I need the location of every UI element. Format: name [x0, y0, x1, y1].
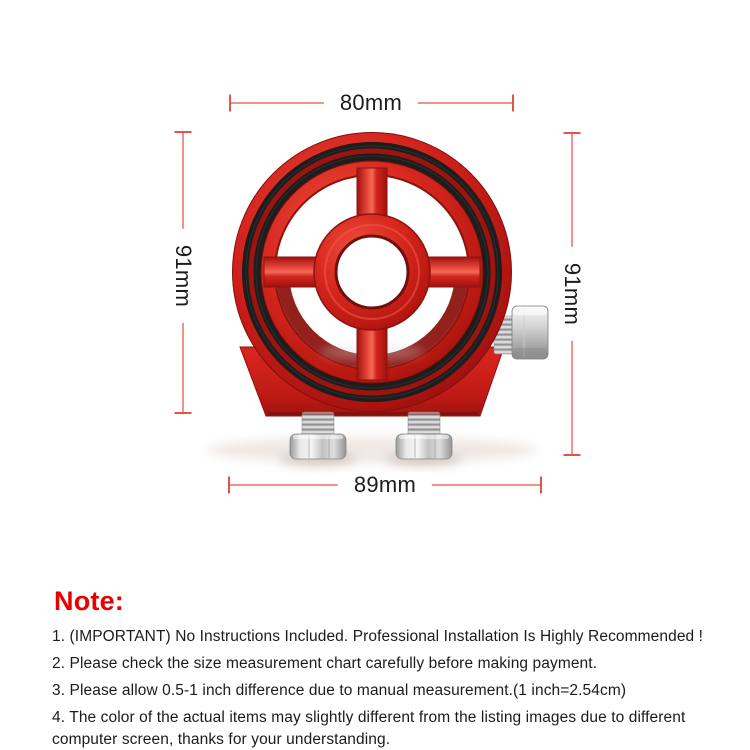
dimension-label-right: 91mm [559, 247, 585, 341]
ground-shadow [207, 437, 537, 466]
adapter-plate [233, 133, 512, 412]
note-section [52, 586, 750, 750]
center-hub [314, 214, 430, 330]
note-item-4: 4. The color of the actual items may slightly different from the listing images due to different computer screen, thanks for your understanding. [52, 709, 686, 748]
dimension-label-top: 80mm [324, 90, 418, 116]
note-heading: Note: [54, 586, 124, 616]
dimension-label-left: 91mm [170, 229, 196, 323]
dimension-label-bottom: 89mm [338, 472, 432, 498]
note-item-1: 1. (IMPORTANT) No Instructions Included. Professional Installation Is Highly Recommended ! [52, 628, 704, 645]
note-item-3: 3. Please allow 0.5-1 inch difference due to manual measurement.(1 inch=2.54cm) [52, 682, 627, 699]
center-hole [336, 236, 408, 308]
note-item-2: 2. Please check the size measurement chart carefully before making payment. [52, 655, 598, 672]
